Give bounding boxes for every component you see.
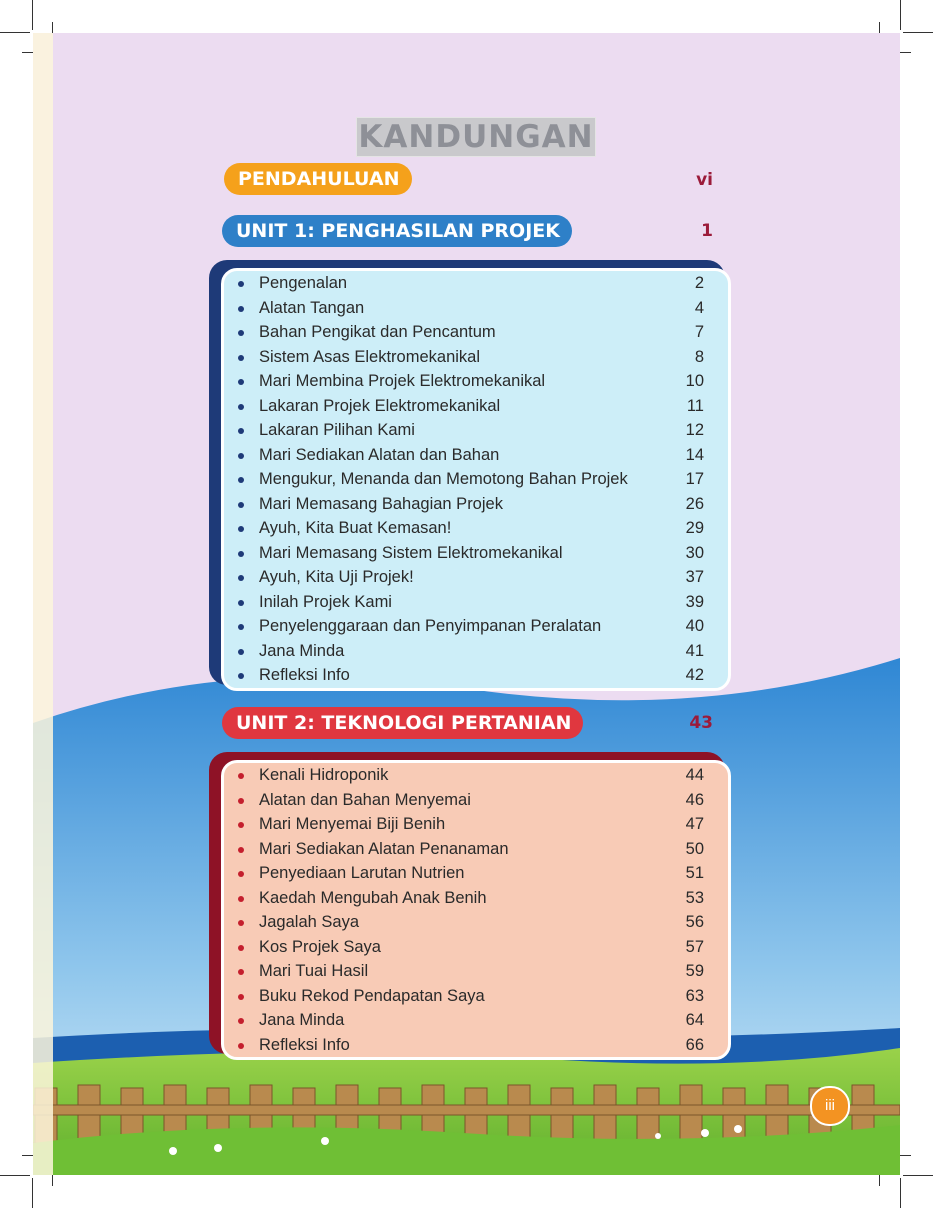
toc-item-label: Kaedah Mengubah Anak Benih: [259, 888, 487, 907]
bullet-icon: [238, 994, 244, 1000]
toc-item-page: 42: [685, 666, 704, 684]
unit2-toc-list: [224, 763, 728, 1057]
unit1-toc-list: [224, 271, 728, 688]
toc-item[interactable]: [224, 812, 728, 837]
toc-item-page: 10: [685, 372, 704, 390]
toc-item[interactable]: [224, 565, 728, 590]
bullet-icon: [238, 649, 244, 655]
crop-mark: [900, 0, 901, 30]
toc-item-page: 14: [685, 445, 704, 464]
toc-item-label: Pengenalan: [259, 274, 348, 292]
bullet-icon: [238, 920, 244, 926]
bullet-icon: [238, 1043, 244, 1049]
toc-item-page: 37: [685, 568, 704, 586]
toc-item[interactable]: [224, 984, 728, 1009]
bullet-icon: [238, 281, 244, 287]
toc-item-label: Jana Minda: [259, 1011, 345, 1029]
toc-item[interactable]: [224, 886, 728, 911]
toc-item-label: Lakaran Projek Elektromekanikal: [259, 396, 501, 415]
toc-item-label: Buku Rekod Pendapatan Saya: [259, 986, 485, 1005]
bullet-icon: [238, 673, 244, 679]
bullet-icon: [238, 822, 244, 828]
toc-item-page: 39: [685, 592, 704, 611]
toc-item-page: 56: [685, 913, 704, 931]
toc-item-label: Ayuh, Kita Uji Projek!: [259, 568, 414, 586]
toc-item-page: 41: [685, 641, 704, 660]
toc-item[interactable]: [224, 590, 728, 615]
bullet-icon: [238, 575, 244, 581]
bullet-icon: [238, 428, 244, 434]
toc-item-label: Jana Minda: [259, 641, 345, 660]
toc-item-page: 50: [685, 839, 704, 858]
toc-item-label: Penyelenggaraan dan Penyimpanan Peralatan: [259, 617, 602, 635]
toc-item-page: 51: [685, 864, 704, 882]
bullet-icon: [238, 404, 244, 410]
toc-item-label: Alatan Tangan: [259, 298, 365, 317]
bullet-icon: [238, 379, 244, 385]
toc-item[interactable]: [224, 837, 728, 862]
unit1-contents-box: [221, 268, 731, 691]
toc-item-page: 57: [685, 937, 704, 956]
toc-item-page: 40: [685, 617, 704, 635]
toc-item[interactable]: [224, 418, 728, 443]
toc-item-page: 2: [694, 274, 704, 292]
page-title: KANDUNGAN: [356, 117, 596, 157]
toc-item[interactable]: [224, 394, 728, 419]
toc-item-page: 29: [685, 519, 704, 537]
crop-mark: [32, 0, 33, 30]
toc-item-label: Refleksi Info: [259, 666, 350, 684]
bullet-icon: [238, 551, 244, 557]
bullet-icon: [238, 896, 244, 902]
toc-item[interactable]: [224, 639, 728, 664]
toc-item[interactable]: [224, 935, 728, 960]
unit1-page-number: 1: [701, 221, 713, 241]
toc-item-label: Sistem Asas Elektromekanikal: [259, 347, 481, 366]
crop-mark: [0, 1175, 30, 1176]
unit1-heading-label: UNIT 1: PENGHASILAN PROJEK: [236, 220, 560, 242]
toc-item-page: 59: [685, 962, 704, 980]
toc-item-page: 4: [694, 298, 704, 317]
toc-item[interactable]: [224, 861, 728, 886]
toc-item[interactable]: [224, 1033, 728, 1058]
unit2-contents-box: [221, 760, 731, 1060]
page-number-badge: iii: [810, 1086, 850, 1126]
toc-item[interactable]: [224, 296, 728, 321]
toc-item-page: 12: [685, 421, 704, 439]
crop-mark: [0, 32, 30, 33]
toc-item-label: Mari Sediakan Alatan dan Bahan: [259, 445, 500, 464]
unit2-heading-label: UNIT 2: TEKNOLOGI PERTANIAN: [236, 712, 572, 734]
bullet-icon: [238, 355, 244, 361]
toc-item[interactable]: [224, 788, 728, 813]
toc-item-label: Mari Tuai Hasil: [259, 962, 369, 980]
toc-item[interactable]: [224, 910, 728, 935]
toc-item-label: Mari Sediakan Alatan Penanaman: [259, 839, 509, 858]
bullet-icon: [238, 330, 244, 336]
toc-item-page: 64: [685, 1011, 704, 1029]
toc-item-page: 46: [685, 790, 704, 809]
toc-item-label: Inilah Projek Kami: [259, 592, 392, 611]
toc-item-page: 47: [685, 815, 704, 833]
toc-item-label: Mari Membina Projek Elektromekanikal: [259, 372, 546, 390]
bullet-icon: [238, 969, 244, 975]
toc-item[interactable]: [224, 541, 728, 566]
bullet-icon: [238, 871, 244, 877]
toc-item[interactable]: [224, 663, 728, 688]
toc-item[interactable]: [224, 492, 728, 517]
toc-item-page: 63: [685, 986, 704, 1005]
intro-page-number: vi: [696, 170, 713, 190]
unit2-page-number: 43: [689, 713, 713, 733]
toc-item-label: Mengukur, Menanda dan Memotong Bahan Projek: [259, 470, 628, 488]
toc-item[interactable]: [224, 614, 728, 639]
crop-mark: [903, 32, 933, 33]
toc-item[interactable]: [224, 369, 728, 394]
bullet-icon: [238, 624, 244, 630]
bullet-icon: [238, 847, 244, 853]
toc-item-page: 7: [694, 323, 704, 341]
toc-item-label: Jagalah Saya: [259, 913, 359, 931]
bullet-icon: [238, 526, 244, 532]
bullet-icon: [238, 502, 244, 508]
intro-heading-label: PENDAHULUAN: [238, 168, 400, 190]
toc-item[interactable]: [224, 320, 728, 345]
intro-heading: [224, 163, 412, 195]
crop-mark: [32, 1178, 33, 1208]
toc-item-label: Kos Projek Saya: [259, 937, 381, 956]
crop-mark: [900, 1178, 901, 1208]
toc-item-page: 30: [685, 543, 704, 562]
toc-item[interactable]: [224, 345, 728, 370]
toc-item[interactable]: [224, 443, 728, 468]
toc-item-page: 26: [685, 494, 704, 513]
toc-item[interactable]: [224, 763, 728, 788]
toc-item-page: 8: [694, 347, 704, 366]
unit2-heading: [222, 707, 583, 739]
toc-item[interactable]: [224, 1008, 728, 1033]
bullet-icon: [238, 945, 244, 951]
toc-item-label: Ayuh, Kita Buat Kemasan!: [259, 519, 452, 537]
toc-item-page: 66: [685, 1035, 704, 1054]
toc-item-label: Bahan Pengikat dan Pencantum: [259, 323, 496, 341]
unit2-box-panel: [221, 760, 731, 1060]
bullet-icon: [238, 306, 244, 312]
toc-item-page: 11: [686, 396, 704, 415]
toc-item-label: Penyediaan Larutan Nutrien: [259, 864, 465, 882]
unit1-heading: [222, 215, 572, 247]
crop-mark: [903, 1175, 933, 1176]
toc-item-label: Alatan dan Bahan Menyemai: [259, 790, 471, 809]
toc-item-label: Lakaran Pilihan Kami: [259, 421, 415, 439]
bullet-icon: [238, 477, 244, 483]
book-page: [33, 33, 900, 1175]
toc-item-page: 44: [685, 766, 704, 784]
toc-item[interactable]: [224, 516, 728, 541]
toc-item-label: Refleksi Info: [259, 1035, 350, 1054]
toc-item-label: Mari Memasang Bahagian Projek: [259, 494, 503, 513]
toc-item-page: 17: [685, 470, 704, 488]
toc-item-label: Mari Menyemai Biji Benih: [259, 815, 446, 833]
toc-item[interactable]: [224, 959, 728, 984]
toc-item-label: Kenali Hidroponik: [259, 766, 389, 784]
bullet-icon: [238, 798, 244, 804]
bullet-icon: [238, 1018, 244, 1024]
toc-item[interactable]: [224, 467, 728, 492]
unit1-box-panel: [221, 268, 731, 691]
bullet-icon: [238, 600, 244, 606]
bullet-icon: [238, 453, 244, 459]
toc-item-label: Mari Memasang Sistem Elektromekanikal: [259, 543, 563, 562]
toc-item-page: 53: [685, 888, 704, 907]
bullet-icon: [238, 773, 244, 779]
toc-item[interactable]: [224, 271, 728, 296]
